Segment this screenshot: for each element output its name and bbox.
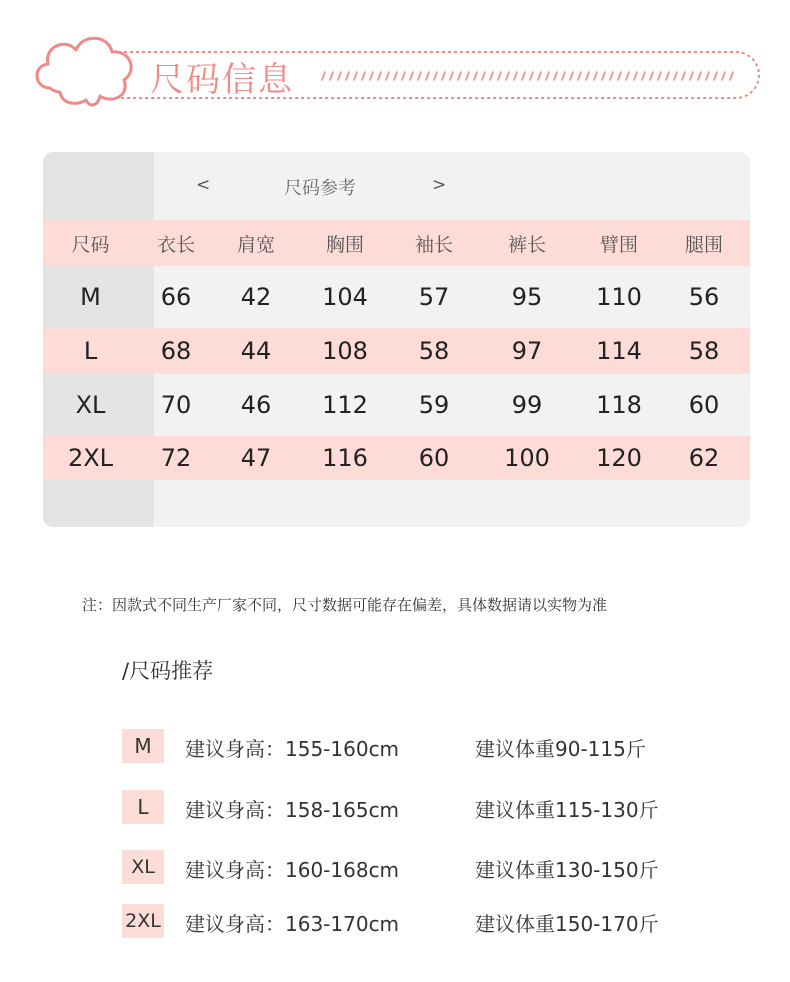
table-cell: 112 xyxy=(322,391,368,419)
table-cell: 42 xyxy=(240,283,272,311)
table-cell: 60 xyxy=(688,391,720,419)
table-cell: 118 xyxy=(596,391,642,419)
section-title: 尺码信息 xyxy=(150,60,294,100)
table-cell: 99 xyxy=(511,391,543,419)
table-cell: 46 xyxy=(240,391,272,419)
height-recommendation: 建议身高：160-168cm xyxy=(185,858,400,882)
table-cell: 108 xyxy=(322,337,368,365)
table-cell: 104 xyxy=(322,283,368,311)
table-cell: 100 xyxy=(504,444,550,472)
column-header: 袖长 xyxy=(414,233,453,256)
prev-arrow-icon[interactable]: < xyxy=(196,175,211,195)
height-recommendation: 建议身高：163-170cm xyxy=(185,912,400,936)
recommend-row xyxy=(0,790,790,826)
table-header-row xyxy=(43,220,750,266)
weight-recommendation: 建议体重90-115斤 xyxy=(475,737,646,761)
table-cell: M xyxy=(80,283,101,311)
disclaimer-note: 注：因款式不同生产厂家不同，尺寸数据可能存在偏差，具体数据请以实物为准 xyxy=(82,596,608,614)
cloud-banner-icon xyxy=(0,0,790,120)
column-header: 衣长 xyxy=(156,233,195,256)
size-table xyxy=(43,152,750,527)
weight-recommendation: 建议体重130-150斤 xyxy=(475,858,659,882)
recommend-row xyxy=(0,850,790,886)
column-header: 尺码 xyxy=(71,233,110,256)
table-cell: XL xyxy=(75,391,106,419)
table-cell: 58 xyxy=(688,337,720,365)
table-cell: 97 xyxy=(511,337,543,365)
table-cell: 60 xyxy=(418,444,450,472)
recommend-row xyxy=(0,729,790,765)
recommend-row xyxy=(0,904,790,940)
table-cell: 44 xyxy=(240,337,272,365)
table-cell: 70 xyxy=(160,391,192,419)
weight-recommendation: 建议体重115-130斤 xyxy=(475,798,659,822)
weight-recommendation: 建议体重150-170斤 xyxy=(475,912,659,936)
table-cell: L xyxy=(83,337,98,365)
table-nav xyxy=(154,152,750,220)
column-header: 胸围 xyxy=(325,233,364,256)
column-header: 裤长 xyxy=(507,233,546,256)
table-cell: 62 xyxy=(688,444,720,472)
size-badge: L xyxy=(122,790,164,824)
table-cell: 114 xyxy=(596,337,642,365)
recommend-title: /尺码推荐 xyxy=(122,659,214,683)
table-cell: 72 xyxy=(160,444,192,472)
size-badge: XL xyxy=(122,850,164,884)
height-recommendation: 建议身高：155-160cm xyxy=(185,737,400,761)
table-cell: 110 xyxy=(596,283,642,311)
size-badge: M xyxy=(122,729,164,763)
table-cell: 68 xyxy=(160,337,192,365)
table-cell: 66 xyxy=(160,283,192,311)
column-header: 臂围 xyxy=(599,233,638,256)
next-arrow-icon[interactable]: > xyxy=(432,175,447,195)
table-cell: 58 xyxy=(418,337,450,365)
table-cell: 59 xyxy=(418,391,450,419)
size-badge: 2XL xyxy=(122,904,164,938)
table-cell: 95 xyxy=(511,283,543,311)
table-title: 尺码参考 xyxy=(284,178,356,199)
table-row xyxy=(43,436,750,480)
table-cell: 56 xyxy=(688,283,720,311)
table-cell: 116 xyxy=(322,444,368,472)
table-cell: 57 xyxy=(418,283,450,311)
table-cell: 47 xyxy=(240,444,272,472)
section-header xyxy=(0,0,790,120)
table-cell: 120 xyxy=(596,444,642,472)
table-row xyxy=(43,328,750,374)
column-header: 肩宽 xyxy=(236,233,275,256)
column-header: 腿围 xyxy=(684,233,723,256)
table-row xyxy=(43,266,750,328)
height-recommendation: 建议身高：158-165cm xyxy=(185,798,400,822)
table-row xyxy=(43,374,750,436)
table-cell: 2XL xyxy=(67,444,114,472)
